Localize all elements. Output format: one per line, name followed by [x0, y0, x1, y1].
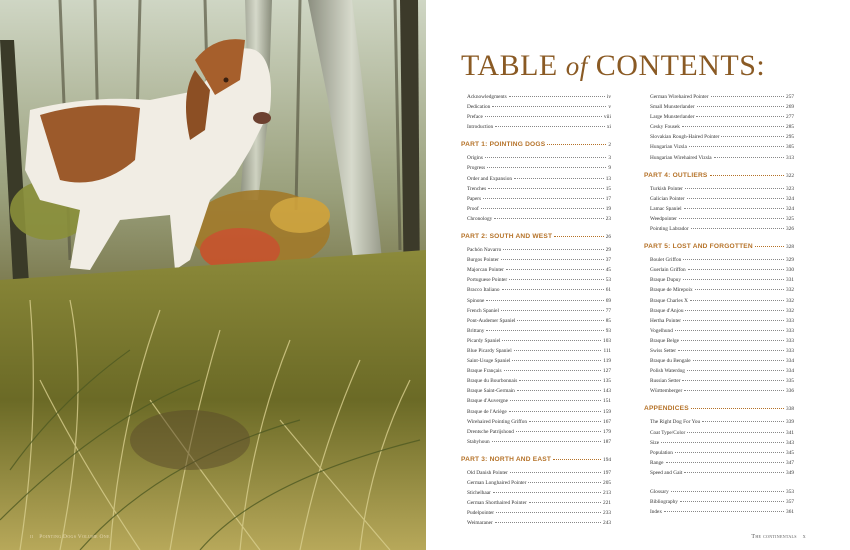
part-title: PART 2: SOUTH AND WEST: [461, 233, 553, 241]
entry-title: Pont-Audemer Spaniel: [467, 317, 516, 324]
toc-entry[interactable]: [461, 407, 611, 417]
entry-title: German Shorthaired Pointer: [467, 500, 527, 507]
toc-entry[interactable]: [461, 265, 611, 275]
entry-page: 347: [786, 459, 794, 466]
entry-title: Pointing Labrador: [650, 226, 689, 233]
toc-title: [461, 49, 765, 83]
entry-title: Braque d'Auvergne: [467, 398, 509, 405]
entry-title: Pudelpointer: [467, 510, 495, 517]
entry-page: 335: [786, 378, 794, 385]
part-title: PART 3: NORTH AND EAST: [461, 455, 552, 463]
toc-column-left: [461, 92, 611, 528]
entry-title: German Longhaired Pointer: [467, 480, 527, 486]
part-page: 2: [608, 142, 611, 149]
entry-page: 3: [608, 155, 611, 162]
entry-page: 333: [786, 317, 794, 324]
entry-title: Picardy Spaniel: [467, 337, 501, 344]
entry-title: Cesky Fousek: [650, 124, 680, 131]
entry-title: Braque du Bengale: [650, 358, 691, 365]
toc-entry[interactable]: [644, 102, 794, 112]
entry-page: 29: [605, 247, 611, 254]
entry-title: Braque de Mirepoix: [650, 287, 693, 294]
entry-page: 341: [786, 429, 794, 436]
entry-title: Progress: [467, 165, 486, 172]
part1-list: [461, 153, 611, 224]
entry-title: Index: [650, 509, 663, 516]
entry-title: Galician Pointer: [650, 195, 685, 202]
entry-page: 37: [605, 257, 611, 264]
part-title: APPENDICES: [644, 405, 689, 413]
entry-page: 159: [603, 408, 611, 415]
toc-entry[interactable]: [461, 163, 611, 173]
entry-page: 277: [786, 114, 794, 121]
appendices-heading[interactable]: [644, 403, 794, 415]
toc-entry[interactable]: [461, 427, 611, 437]
entry-page: 343: [786, 439, 794, 446]
entry-title: Papers: [467, 195, 482, 202]
entry-title: Blue Picardy Spaniel: [467, 347, 512, 354]
entry-page: 331: [786, 277, 794, 284]
entry-page: 103: [603, 337, 611, 344]
entry-title: Braque Charles X: [650, 297, 688, 304]
part-page: 26: [605, 234, 611, 241]
toc-entry[interactable]: [644, 112, 794, 122]
part-heading-5[interactable]: [644, 241, 794, 253]
entry-page: 111: [603, 347, 611, 354]
entry-title: Swiss Setter: [650, 347, 677, 354]
entry-title: Spinone: [467, 297, 485, 304]
entry-page: 345: [786, 449, 794, 456]
entry-title: Bracco Italiano: [467, 287, 500, 294]
entry-page: 205: [603, 480, 611, 486]
toc-entry[interactable]: [644, 438, 794, 448]
toc-entry[interactable]: [644, 448, 794, 458]
entry-title: Bibliography: [650, 499, 678, 506]
entry-page: 197: [603, 469, 611, 476]
toc-entry[interactable]: [644, 336, 794, 346]
entry-title: Braque d'Anjou: [650, 307, 684, 314]
toc-entry[interactable]: [461, 356, 611, 366]
toc-entry[interactable]: [644, 142, 794, 152]
toc-entry[interactable]: [461, 437, 611, 447]
entry-title: Saint-Usuge Spaniel: [467, 358, 511, 365]
part-page: 328: [786, 244, 794, 251]
toc-entry[interactable]: [461, 153, 611, 163]
entry-title: Hertha Pointer: [650, 317, 682, 324]
entry-page: 61: [605, 287, 611, 294]
entry-title: Majorcan Pointer: [467, 267, 504, 274]
toc-entry[interactable]: [461, 396, 611, 406]
back-matter-list: [644, 487, 794, 517]
entry-page: iv: [606, 94, 611, 100]
part-page: 194: [603, 456, 611, 463]
entry-title: Portuguese Pointer: [467, 277, 508, 284]
entry-title: Origins: [467, 155, 483, 162]
entry-title: Old Danish Pointer: [467, 469, 508, 476]
toc-entry[interactable]: [644, 346, 794, 356]
entry-page: 285: [786, 124, 794, 131]
entry-title: Polish Waterdog: [650, 368, 685, 375]
entry-page: 143: [603, 388, 611, 395]
left-page-running-head: Pointing Dogs Volume One: [39, 534, 110, 540]
entry-title: Braque du Bourbonnais: [467, 378, 518, 385]
entry-page: 323: [786, 185, 794, 192]
toc-entry[interactable]: [644, 428, 794, 438]
toc-entry[interactable]: [644, 204, 794, 214]
right-page-running-head: The continentals: [751, 534, 797, 540]
toc-entry[interactable]: [644, 265, 794, 275]
part4-list: [644, 184, 794, 234]
entry-page: 17: [605, 195, 611, 202]
entry-title: Acknowledgments: [467, 94, 507, 100]
toc-entry[interactable]: [644, 255, 794, 265]
entry-title: Slovakian Rough-Haired Pointer: [650, 134, 720, 141]
entry-title: The Right Dog For You: [650, 419, 701, 426]
entry-page: 361: [786, 509, 794, 516]
entry-page: 151: [603, 398, 611, 405]
entry-page: 187: [603, 438, 611, 445]
entry-title: Chronology: [467, 215, 493, 222]
toc-entry[interactable]: [644, 306, 794, 316]
entry-title: Range: [650, 459, 664, 466]
entry-title: Braque Dupuy: [650, 277, 682, 284]
entry-page: 119: [603, 358, 611, 365]
toc-entry[interactable]: [644, 497, 794, 507]
toc-entry[interactable]: [644, 507, 794, 517]
toc-entry[interactable]: [461, 184, 611, 194]
toc-entry[interactable]: [644, 275, 794, 285]
entry-page: 257: [786, 94, 794, 100]
entry-title: Braque Français: [467, 368, 502, 375]
toc-entry[interactable]: [461, 122, 611, 132]
entry-page: 324: [786, 195, 794, 202]
entry-page: 15: [605, 185, 611, 192]
toc-entry[interactable]: [461, 174, 611, 184]
part-heading-1[interactable]: [461, 139, 611, 151]
toc-entry[interactable]: [461, 306, 611, 316]
toc-entry[interactable]: [461, 112, 611, 122]
toc-entry[interactable]: [644, 356, 794, 366]
toc-entry[interactable]: [461, 498, 611, 508]
entry-title: Burgos Pointer: [467, 257, 499, 264]
toc-entry[interactable]: [644, 417, 794, 427]
entry-title: Turkish Pointer: [650, 185, 683, 192]
toc-entry[interactable]: [461, 468, 611, 478]
toc-entry[interactable]: [461, 275, 611, 285]
entry-title: Trenches: [467, 185, 487, 192]
part2-list: [461, 245, 611, 447]
entry-page: 243: [603, 520, 611, 527]
entry-title: Drentsche Patrijshond: [467, 428, 514, 435]
toc-entry[interactable]: [461, 386, 611, 396]
entry-title: Württemberger: [650, 388, 683, 395]
toc-entry[interactable]: [461, 296, 611, 306]
entry-page: 233: [603, 510, 611, 517]
entry-page: 221: [603, 500, 611, 507]
entry-page: 9: [608, 165, 611, 172]
part-heading-4[interactable]: [644, 170, 794, 182]
toc-entry[interactable]: [644, 386, 794, 396]
entry-page: 353: [786, 489, 794, 495]
entry-page: 334: [786, 368, 794, 375]
toc-title-rest: CONTENTS:: [587, 49, 766, 82]
left-page-number: ii: [30, 534, 34, 540]
entry-title: Stichelhaar: [467, 490, 491, 497]
entry-page: 330: [786, 267, 794, 274]
entry-page: 295: [786, 134, 794, 141]
left-page-folio: [30, 534, 110, 540]
entry-page: v: [608, 104, 611, 111]
entry-title: Population: [650, 449, 673, 456]
entry-page: 305: [786, 144, 794, 151]
entry-title: Weedpointer: [650, 215, 677, 222]
toc-entry[interactable]: [644, 326, 794, 336]
toc-entry[interactable]: [644, 468, 794, 478]
toc-entry[interactable]: [644, 285, 794, 295]
entry-title: Introduction: [467, 124, 494, 131]
toc-entry[interactable]: [461, 194, 611, 204]
right-page-number: x: [802, 534, 806, 540]
entry-page: 179: [603, 428, 611, 435]
part3-list: [461, 468, 611, 529]
part-page: 338: [786, 406, 794, 413]
entry-page: viii: [603, 114, 611, 121]
toc-entry[interactable]: [461, 214, 611, 224]
entry-page: 349: [786, 469, 794, 476]
toc-entry[interactable]: [644, 214, 794, 224]
entry-page: 13: [605, 175, 611, 182]
entry-title: Wirehaired Pointing Griffon: [467, 418, 528, 425]
entry-page: 167: [603, 418, 611, 425]
entry-title: Preface: [467, 114, 483, 121]
toc-title-main: TABLE: [461, 49, 566, 82]
entry-title: Coat Type/Color: [650, 429, 686, 436]
entry-page: 85: [605, 317, 611, 324]
entry-page: 325: [786, 215, 794, 222]
entry-title: Size: [650, 439, 660, 446]
entry-page: 334: [786, 358, 794, 365]
toc-entry[interactable]: [461, 488, 611, 498]
entry-title: Vogelhund: [650, 327, 673, 334]
toc-entry[interactable]: [644, 487, 794, 497]
entry-page: 333: [786, 327, 794, 334]
entry-page: 333: [786, 347, 794, 354]
entry-title: Russian Setter: [650, 378, 681, 385]
entry-page: 53: [605, 277, 611, 284]
part-page: 322: [786, 172, 794, 179]
entry-page: 269: [786, 104, 794, 111]
entry-page: 324: [786, 205, 794, 212]
entry-page: 329: [786, 257, 794, 264]
entry-page: 313: [786, 154, 794, 161]
toc-entry[interactable]: [461, 102, 611, 112]
part-title: PART 5: LOST AND FORGOTTEN: [644, 243, 753, 251]
toc-entry[interactable]: [644, 316, 794, 326]
entry-title: Lamac Spaniel: [650, 205, 682, 212]
entry-page: 127: [603, 368, 611, 375]
part5-list: [644, 255, 794, 396]
part3-continued-list: [644, 92, 794, 163]
toc-entry[interactable]: [461, 255, 611, 265]
entry-page: 326: [786, 226, 794, 233]
entry-page: 77: [605, 307, 611, 314]
entry-page: 357: [786, 499, 794, 506]
entry-page: 213: [603, 490, 611, 497]
toc-entry[interactable]: [644, 194, 794, 204]
toc-entry[interactable]: [644, 184, 794, 194]
entry-title: Braque Saint-Germain: [467, 388, 515, 395]
toc-entry[interactable]: [644, 92, 794, 102]
toc-entry[interactable]: [461, 92, 611, 102]
entry-page: 332: [786, 297, 794, 304]
entry-page: xi: [606, 124, 611, 131]
entry-title: Braque Belge: [650, 337, 679, 344]
entry-page: 135: [603, 378, 611, 385]
toc-column-right: [644, 92, 794, 517]
entry-title: French Spaniel: [467, 307, 499, 314]
toc-entry[interactable]: [461, 346, 611, 356]
entry-title: Guerlain Griffon: [650, 267, 686, 274]
toc-page: [426, 0, 850, 550]
toc-intro-list: [461, 92, 611, 132]
entry-title: Proof: [467, 205, 479, 212]
toc-entry[interactable]: [461, 366, 611, 376]
toc-entry[interactable]: [461, 376, 611, 386]
entry-title: Hungarian Wirehaired Vizsla: [650, 154, 712, 161]
entry-page: 45: [605, 267, 611, 274]
entry-title: Boulet Griffon: [650, 257, 682, 264]
entry-page: 333: [786, 337, 794, 344]
entry-title: Hungarian Vizsla: [650, 144, 687, 151]
entry-page: 332: [786, 307, 794, 314]
entry-page: 339: [786, 419, 794, 426]
toc-entry[interactable]: [461, 326, 611, 336]
toc-entry[interactable]: [461, 316, 611, 326]
part-title: PART 4: OUTLIERS: [644, 171, 708, 179]
entry-title: Braque de l'Ariège: [467, 408, 507, 415]
toc-title-italic: of: [565, 51, 588, 81]
entry-title: Dedication: [467, 104, 491, 111]
toc-entry[interactable]: [644, 132, 794, 142]
right-page-folio: [751, 534, 806, 540]
entry-page: 93: [605, 327, 611, 334]
entry-title: Glossary: [650, 489, 669, 495]
entry-title: Small Munsterlander: [650, 104, 695, 111]
toc-entry[interactable]: [461, 518, 611, 528]
toc-entry[interactable]: [461, 204, 611, 214]
entry-title: German Wirehaired Pointer: [650, 94, 709, 100]
toc-entry[interactable]: [461, 508, 611, 518]
toc-entry[interactable]: [644, 153, 794, 163]
entry-title: Pachón Navarro: [467, 247, 502, 254]
toc-entry[interactable]: [461, 245, 611, 255]
toc-entry[interactable]: [644, 376, 794, 386]
entry-page: 19: [605, 205, 611, 212]
entry-title: Weimaraner: [467, 520, 493, 527]
entry-page: 332: [786, 287, 794, 294]
toc-entry[interactable]: [461, 417, 611, 427]
entry-title: Order and Expansion: [467, 175, 513, 182]
toc-entry[interactable]: [461, 285, 611, 295]
entry-page: 23: [605, 215, 611, 222]
toc-entry[interactable]: [644, 458, 794, 468]
part-heading-2[interactable]: [461, 231, 611, 243]
entry-title: Brittany: [467, 327, 485, 334]
entry-title: Speed and Gait: [650, 469, 683, 476]
entry-page: 69: [605, 297, 611, 304]
toc-entry[interactable]: [644, 122, 794, 132]
entry-page: 336: [786, 388, 794, 395]
toc-entry[interactable]: [644, 296, 794, 306]
toc-entry[interactable]: [644, 366, 794, 376]
part-title: PART 1: POINTING DOGS: [461, 141, 546, 149]
toc-entry[interactable]: [644, 224, 794, 234]
toc-entry[interactable]: [461, 336, 611, 346]
appendices-list: [644, 417, 794, 478]
entry-title: Large Munsterlander: [650, 114, 695, 121]
entry-title: Stabyhoun: [467, 438, 490, 445]
part-heading-3[interactable]: [461, 454, 611, 466]
toc-entry[interactable]: [461, 478, 611, 488]
